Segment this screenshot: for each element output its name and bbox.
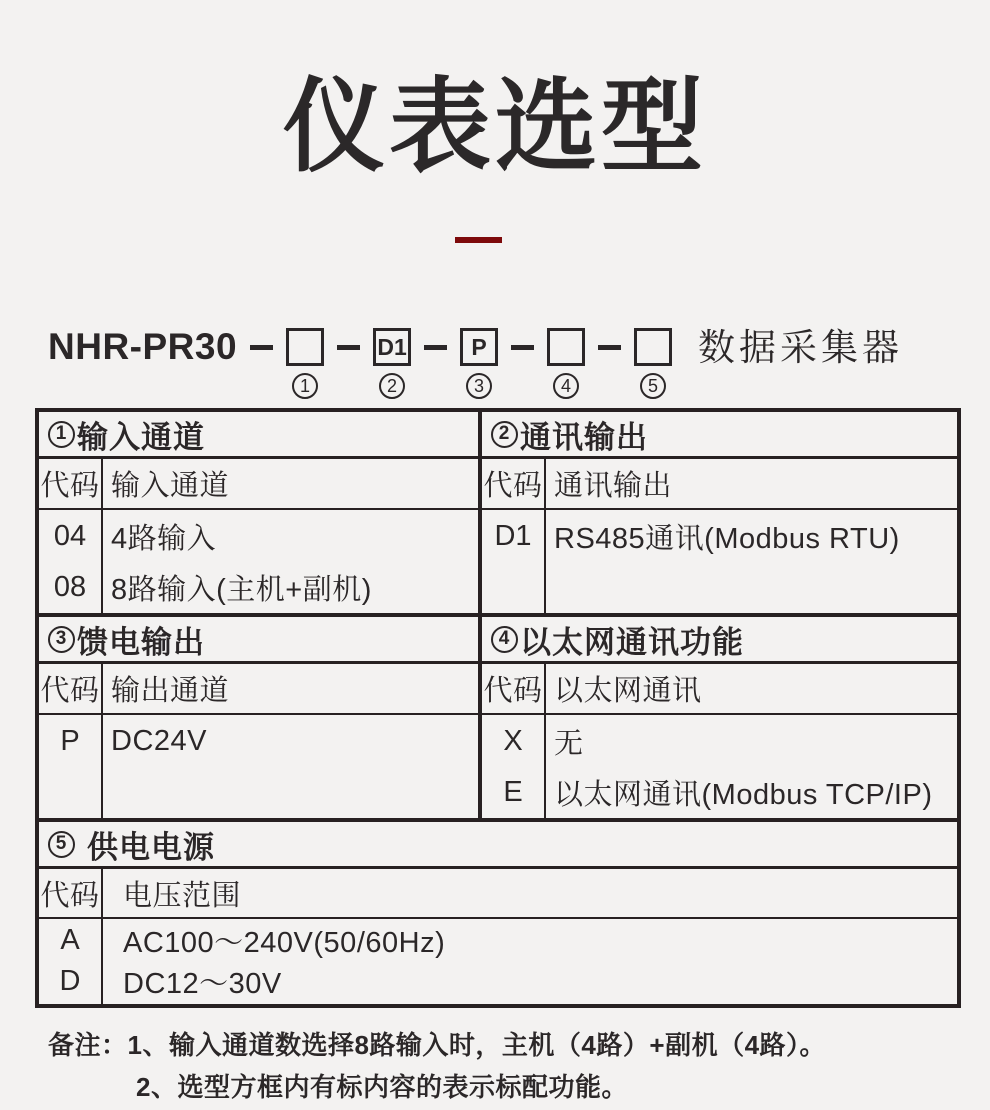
section-comm-output — [482, 412, 957, 613]
section-5-body — [39, 919, 957, 1004]
table-row — [482, 511, 957, 562]
model-slot-1-box — [286, 328, 324, 366]
section-ethernet-comm — [482, 617, 957, 818]
row-desc: 以太网通讯(Modbus TCP/IP) — [554, 779, 933, 811]
section-3-header-row — [39, 664, 478, 715]
section-4-title — [482, 617, 957, 664]
row-code: 04 — [53, 520, 87, 552]
section-2-title — [482, 412, 957, 459]
model-suffix: 数据采集器 — [698, 327, 904, 368]
code-header-cell: 代码 — [40, 879, 100, 912]
page-title: 仪表选型 — [283, 70, 707, 184]
section-4-header-row — [482, 664, 957, 715]
circled-number-2-icon: 2 — [491, 421, 518, 448]
row-desc: AC100～240V(50/60Hz) — [123, 927, 446, 959]
table-row-sections-3-4 — [39, 617, 957, 822]
desc-header-cell: 输出通道 — [111, 675, 230, 707]
row-desc: 8路输入(主机+副机) — [111, 574, 372, 606]
table-row — [39, 961, 957, 1002]
table-row — [482, 767, 957, 818]
code-header-cell: 代码 — [483, 675, 543, 707]
circled-number-3-icon: 3 — [48, 626, 75, 653]
table-row — [39, 562, 478, 613]
table-row — [39, 920, 957, 961]
row-code: X — [503, 725, 523, 757]
desc-header-cell: 通讯输出 — [554, 470, 673, 502]
circled-number-2-icon: 2 — [379, 373, 405, 399]
row-desc: RS485通讯(Modbus RTU) — [554, 523, 900, 555]
row-code: D1 — [494, 520, 532, 552]
model-slot-5-box — [634, 328, 672, 366]
section-1-title-text: 输入通道 — [77, 419, 205, 455]
circled-number-4-icon: 4 — [491, 626, 518, 653]
section-2-body — [482, 510, 957, 613]
model-slot-2 — [373, 328, 411, 399]
notes-label: 备注： — [48, 1030, 128, 1060]
desc-header-cell: 输入通道 — [111, 470, 230, 502]
section-3-title-text: 馈电输出 — [77, 624, 205, 660]
section-1-body — [39, 510, 478, 613]
row-code: D — [59, 965, 81, 997]
dash-separator-icon — [337, 345, 360, 350]
code-header-cell: 代码 — [40, 675, 100, 707]
circled-number-5-icon: 5 — [48, 831, 75, 858]
section-4-title-text: 以太网通讯功能 — [520, 624, 744, 660]
note-line-2 — [136, 1066, 968, 1108]
section-5-title — [39, 822, 957, 869]
circled-number-4-icon: 4 — [553, 373, 579, 399]
model-slot-4-box — [547, 328, 585, 366]
accent-dash — [455, 237, 502, 243]
code-header-cell: 代码 — [40, 470, 100, 502]
section-feed-output — [39, 617, 482, 818]
table-row — [39, 716, 478, 767]
model-code-line — [48, 328, 903, 399]
section-4-body — [482, 715, 957, 818]
model-slot-3 — [460, 328, 498, 399]
desc-header-cell: 以太网通讯 — [554, 675, 702, 707]
row-code: E — [503, 776, 523, 808]
circled-number-5-icon: 5 — [640, 373, 666, 399]
section-3-title — [39, 617, 478, 664]
section-5-header-row — [39, 869, 957, 919]
model-slot-5 — [634, 328, 672, 399]
section-5-title-text: 供电电源 — [87, 829, 215, 865]
dash-separator-icon — [424, 345, 447, 350]
table-row — [39, 511, 478, 562]
model-slot-3-box: P — [460, 328, 498, 366]
section-input-channel — [39, 412, 482, 613]
code-header-cell: 代码 — [483, 470, 543, 502]
dash-separator-icon — [250, 345, 273, 350]
selection-table — [35, 408, 961, 1008]
row-code: 08 — [53, 571, 87, 603]
section-3-body — [39, 715, 478, 818]
desc-header-cell: 电压范围 — [123, 879, 242, 912]
row-desc: DC24V — [111, 725, 207, 757]
table-row-sections-1-2 — [39, 412, 957, 617]
circled-number-1-icon: 1 — [292, 373, 318, 399]
dash-separator-icon — [511, 345, 534, 350]
notes-block — [48, 1024, 968, 1108]
row-code: P — [60, 725, 80, 757]
model-slot-4 — [547, 328, 585, 399]
model-slot-2-box: D1 — [373, 328, 411, 366]
row-desc: DC12～30V — [123, 968, 282, 1000]
section-1-header-row — [39, 459, 478, 510]
row-code: A — [60, 924, 80, 956]
note-line-1 — [48, 1024, 968, 1066]
row-desc: 4路输入 — [111, 523, 217, 555]
model-slot-1 — [286, 328, 324, 399]
circled-number-3-icon: 3 — [466, 373, 492, 399]
model-prefix: NHR-PR30 — [48, 326, 238, 367]
section-power-supply — [39, 822, 957, 1004]
dash-separator-icon — [598, 345, 621, 350]
note-item-2: 2、选型方框内有标内容的表示标配功能。 — [136, 1072, 628, 1102]
table-row-section-5 — [39, 822, 957, 1004]
circled-number-1-icon: 1 — [48, 421, 75, 448]
section-2-title-text: 通讯输出 — [520, 419, 648, 455]
row-desc: 无 — [554, 728, 584, 760]
section-1-title — [39, 412, 478, 459]
note-item-1: 1、输入通道数选择8路输入时，主机（4路）+副机（4路）。 — [127, 1030, 827, 1060]
table-row — [482, 716, 957, 767]
section-2-header-row — [482, 459, 957, 510]
